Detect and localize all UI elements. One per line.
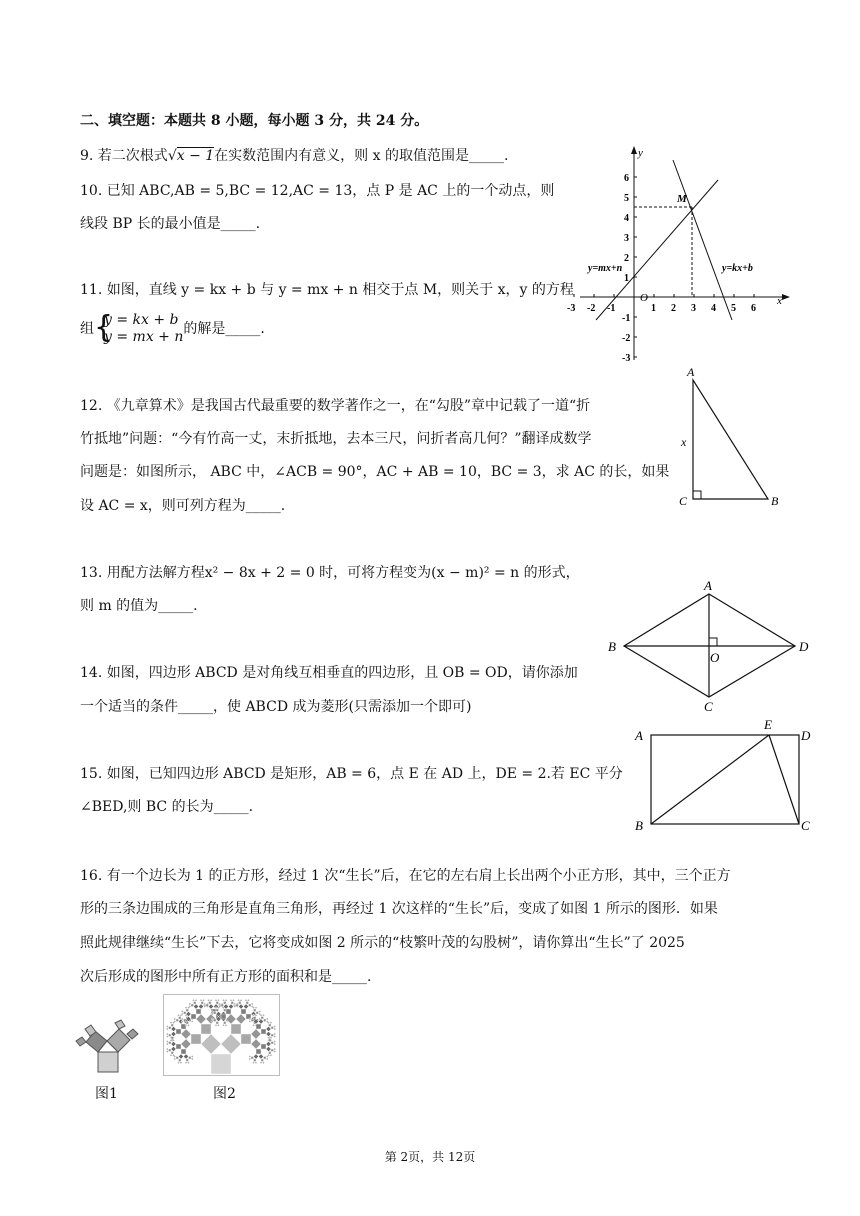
leaf-square-4 bbox=[127, 1029, 138, 1039]
y-tick-label: 2 bbox=[624, 253, 629, 264]
tree-square bbox=[189, 1057, 192, 1060]
tree-square bbox=[191, 1034, 201, 1044]
y-axis-arrow bbox=[631, 146, 637, 154]
quadrilateral-figure bbox=[600, 576, 820, 716]
tree-square bbox=[191, 1004, 194, 1007]
line-mx-plus-n bbox=[596, 180, 718, 320]
question-12-line2: 竹抵地”问题：“今有竹高一丈，末折抵地，去本三尺，问折者高几何？”翻译成数学 bbox=[80, 431, 592, 447]
question-11-line2 bbox=[80, 312, 265, 346]
triangle-abc bbox=[693, 380, 768, 499]
x-axis-label: x bbox=[777, 295, 782, 307]
rect-label-b: B bbox=[635, 818, 643, 833]
question-10-line2: 线段 BP 长的最小值是_____. bbox=[80, 216, 261, 232]
x-tick-label: -2 bbox=[587, 303, 596, 314]
q11-eq1: { y = kx + b bbox=[104, 312, 179, 328]
q9-radicand: x − 1 bbox=[176, 148, 215, 164]
question-15-line1: 15. 如图，已知四边形 ABCD 是矩形，AB = 6，点 E 在 AD 上，DE = 2.若 EC 平分 bbox=[80, 766, 623, 782]
x-tick-label: 1 bbox=[651, 303, 656, 314]
tree-square bbox=[169, 1034, 172, 1037]
section-header: 二、填空题：本题共 8 小题，每小题 3 分，共 24 分。 bbox=[80, 113, 429, 129]
tree-square bbox=[241, 1009, 246, 1014]
x-tick-label: 6 bbox=[751, 303, 756, 314]
tree-square bbox=[224, 1022, 227, 1025]
x-tick-label: 5 bbox=[731, 303, 736, 314]
tree-square bbox=[246, 1002, 249, 1005]
x-tick-label: -3 bbox=[567, 303, 576, 314]
y-axis-label: y bbox=[638, 147, 643, 159]
tree-square bbox=[201, 1024, 211, 1034]
tree-square bbox=[186, 1009, 189, 1012]
tree-square bbox=[201, 1002, 204, 1005]
origin-label: O bbox=[640, 292, 648, 304]
tree-square bbox=[176, 1057, 179, 1060]
question-16-line3: 照此规律继续“生长”下去，它将变成如图 2 所示的“枝繁叶茂的勾股树”，请你算出“生长”了 2025 bbox=[80, 935, 685, 951]
tree-square bbox=[261, 1029, 266, 1034]
figure-1-pythagoras-tree bbox=[70, 1020, 150, 1082]
figure-1-caption: 图1 bbox=[95, 1086, 118, 1102]
tree-square bbox=[214, 1012, 217, 1015]
line1-label: y=mx+n bbox=[588, 263, 623, 274]
triangle-label-a: A bbox=[687, 365, 695, 379]
tree-square bbox=[224, 1002, 227, 1005]
tree-square bbox=[269, 1052, 272, 1055]
tree-square bbox=[261, 1044, 266, 1049]
tree-square bbox=[176, 1019, 179, 1022]
quad-label-d: D bbox=[799, 639, 809, 654]
q9-after: 在实数范围内有意义，则 x 的取值范围是_____. bbox=[214, 148, 509, 164]
tree-square bbox=[186, 1059, 189, 1062]
question-13-line1: 13. 用配方法解方程x² − 8x + 2 = 0 时，可将方程变为(x − m)² = n 的形式， bbox=[80, 565, 580, 581]
tree-square bbox=[256, 1049, 261, 1054]
rect-label-e: E bbox=[764, 717, 772, 732]
tree-square bbox=[231, 1024, 241, 1034]
figure-2-pythagoras-tree bbox=[163, 994, 280, 1076]
tree-square bbox=[249, 1004, 252, 1007]
segment-ec bbox=[769, 735, 799, 824]
question-12-line4: 设 AC = x，则可列方程为_____. bbox=[80, 498, 286, 514]
line2-label: y=kx+b bbox=[722, 263, 753, 274]
tree-square bbox=[254, 1009, 257, 1012]
y-tick-label: 6 bbox=[624, 173, 629, 184]
tree-square bbox=[269, 1039, 272, 1042]
question-16-line4: 次后形成的图形中所有正方形的面积和是_____. bbox=[80, 969, 372, 985]
triangle-label-c: C bbox=[679, 494, 688, 508]
triangle-label-b: B bbox=[771, 494, 779, 508]
tree-square bbox=[211, 1054, 231, 1074]
tree-square bbox=[271, 1027, 274, 1030]
line-kx-plus-b bbox=[673, 160, 732, 320]
question-15-line2: ∠BED,则 BC 的长为_____. bbox=[80, 799, 254, 815]
y-tick-label: 5 bbox=[624, 193, 629, 204]
tree-square bbox=[206, 1004, 209, 1007]
quad-label-o: O bbox=[710, 650, 720, 665]
y-tick-label: 1 bbox=[624, 273, 629, 284]
tree-square bbox=[179, 1017, 182, 1020]
tree-square bbox=[184, 1012, 187, 1015]
tree-square bbox=[171, 1052, 174, 1055]
tree-square bbox=[271, 1034, 274, 1037]
tree-square bbox=[236, 1004, 239, 1007]
tree-square bbox=[171, 1024, 174, 1027]
x-tick-label: -1 bbox=[607, 303, 616, 314]
rect-label-a: A bbox=[635, 728, 643, 743]
y-tick-label: -1 bbox=[622, 313, 631, 324]
right-angle-mark bbox=[693, 491, 701, 499]
tree-square bbox=[239, 1002, 242, 1005]
tree-square bbox=[179, 1059, 182, 1062]
tree-square bbox=[251, 1057, 254, 1060]
q9-before: 9. 若二次根式 bbox=[80, 148, 168, 164]
quad-label-c: C bbox=[704, 699, 713, 714]
tree-square bbox=[186, 1022, 189, 1025]
tree-square bbox=[256, 1024, 261, 1029]
tree-square bbox=[226, 1009, 231, 1014]
tree-square bbox=[264, 1019, 267, 1022]
tree-square bbox=[181, 1049, 186, 1054]
tree-square bbox=[196, 1009, 201, 1014]
tree-square bbox=[194, 1002, 197, 1005]
right-triangle-figure bbox=[670, 362, 785, 512]
tree-square bbox=[169, 1049, 172, 1052]
segment-be bbox=[651, 735, 769, 824]
figure-2-caption: 图2 bbox=[213, 1086, 236, 1102]
x-axis-arrow bbox=[782, 294, 790, 300]
q11-eq2: y = mx + n bbox=[104, 329, 184, 345]
tree-square bbox=[171, 1037, 174, 1040]
equation-system bbox=[94, 312, 183, 346]
sqrt-sign: √ bbox=[167, 148, 177, 164]
rectangle-figure bbox=[625, 716, 825, 838]
tree-square bbox=[191, 1014, 196, 1019]
tree-square bbox=[269, 1024, 272, 1027]
x-tick-label: 2 bbox=[671, 303, 676, 314]
question-11-line1: 11. 如图，直线 y = kx + b 与 y = mx + n 相交于点 M，则关于 x，y 的方程 bbox=[80, 282, 574, 298]
quad-label-b: B bbox=[608, 639, 616, 654]
tree-square bbox=[176, 1029, 181, 1034]
y-tick-label: -2 bbox=[622, 333, 631, 344]
question-14-line1: 14. 如图，四边形 ABCD 是对角线互相垂直的四边形，且 OB = OD，请你添加 bbox=[80, 665, 578, 681]
y-tick-label: 3 bbox=[624, 233, 629, 244]
base-square bbox=[98, 1052, 118, 1072]
question-12-line3: 问题是：如图所示， ABC 中，∠ACB = 90°，AC + AB = 10，BC = 3，求 AC 的长，如果 bbox=[80, 464, 670, 480]
tree-square bbox=[251, 1019, 254, 1022]
question-16-line2: 形的三条边围成的三角形是直角三角形，再经过 1 次这样的“生长”后，变成了如图 1 所示的图形．如果 bbox=[80, 901, 718, 917]
question-10-line1: 10. 已知 ABC,AB = 5,BC = 12,AC = 13，点 P 是 AC 上的一个动点，则 bbox=[80, 183, 555, 199]
rectangle-abcd bbox=[651, 735, 799, 824]
rect-label-d: D bbox=[801, 728, 811, 743]
y-tick-label: -3 bbox=[622, 353, 631, 364]
tree-square bbox=[176, 1044, 181, 1049]
tree-square bbox=[264, 1057, 267, 1060]
x-tick-label: 3 bbox=[691, 303, 696, 314]
tree-square bbox=[231, 1002, 234, 1005]
point-m-label: M bbox=[677, 193, 687, 205]
tree-square bbox=[216, 1009, 219, 1012]
page-footer: 第 2页，共 12页 bbox=[384, 1150, 476, 1164]
tree-square bbox=[221, 1014, 226, 1019]
tree-square bbox=[254, 1059, 257, 1062]
tree-square bbox=[221, 1004, 224, 1007]
tree-square bbox=[209, 1002, 212, 1005]
tree-square bbox=[184, 1019, 187, 1022]
question-13-line2: 则 m 的值为_____. bbox=[80, 598, 198, 614]
tree-square bbox=[216, 1022, 219, 1025]
perpendicular-mark bbox=[709, 638, 717, 646]
question-9 bbox=[80, 146, 508, 166]
question-16-line1: 16. 有一个边长为 1 的正方形，经过 1 次“生长”后，在它的左右肩上长出两个小正方形，其中，三个正方 bbox=[80, 868, 731, 884]
tree-square bbox=[256, 1012, 259, 1015]
q11-suffix: 的解是_____. bbox=[183, 321, 265, 337]
tree-square bbox=[169, 1042, 172, 1045]
tree-square bbox=[271, 1042, 274, 1045]
tree-square bbox=[214, 1019, 217, 1022]
leaf-square-1 bbox=[76, 1037, 86, 1046]
triangle-side-x: x bbox=[681, 435, 687, 449]
rect-label-c: C bbox=[801, 818, 810, 833]
coordinate-graph bbox=[567, 140, 810, 365]
tree-square bbox=[169, 1027, 172, 1030]
question-12-line1: 12. 《九章算术》是我国古代最重要的数学著作之一，在“勾股”章中记载了一道“折 bbox=[80, 398, 591, 414]
tree-square bbox=[261, 1017, 264, 1020]
question-14-line2: 一个适当的条件_____，使 ABCD 成为菱形(只需添加一个即可) bbox=[80, 699, 472, 715]
tree-square bbox=[216, 1002, 219, 1005]
x-tick-label: 4 bbox=[711, 303, 716, 314]
tree-square bbox=[261, 1059, 264, 1062]
y-tick-label: 4 bbox=[624, 213, 629, 224]
tree-square bbox=[254, 1017, 257, 1020]
q11-prefix: 组 bbox=[80, 321, 94, 337]
leaf-square-3 bbox=[115, 1020, 125, 1029]
quad-label-a: A bbox=[704, 578, 712, 593]
tree-square bbox=[224, 1009, 227, 1012]
tree-square bbox=[271, 1049, 274, 1052]
tree-square bbox=[241, 1034, 251, 1044]
